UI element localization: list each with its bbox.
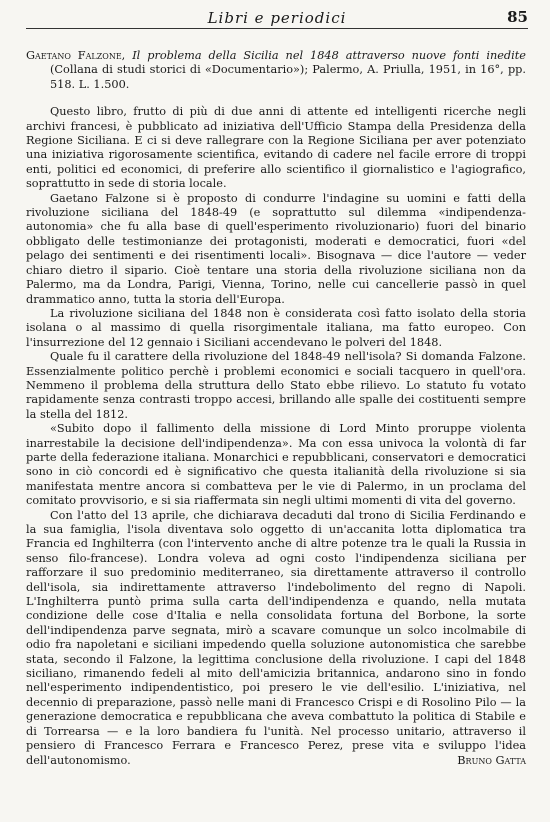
paragraph: Gaetano Falzone si è proposto di condurre l'indagine su uomini e fatti della rivoluzione siciliana del 1848-49 (e soprattutto sul dilemma «indipendenza-autonomia» che fu alla base di quell'esperimento rivoluzionario) fuori del binario obbligato delle testimonianze dei protagonisti, moderati e democratici, fuori «del pelago dei sentimenti e dei risentimenti locali». Bisognava — dice l'autore — veder chiaro dietro il sipario. Cioè tentare una storia della rivoluzione siciliana non da Palermo, ma da Londra, Parigi, Vienna, Torino, nelle cui cancellerie passò in quel drammatico anno, tutta la storia dell'Europa.: [26, 191, 526, 306]
reviewer-signature: Bruno Gatta: [457, 753, 526, 767]
citation-author: Gaetano Falzone,: [26, 49, 126, 62]
review-text: [26, 49, 526, 768]
paragraph: Quale fu il carattere della rivoluzione del 1848-49 nell'isola? Si domanda Falzone. Essenzialmente politico perchè i problemi economici e sociali tacquero in quell'ora. Nemmeno il problema della struttura dello Stato ebbe rilievo. Lo statuto fu votato rapidamente senza contrasti troppo accesi, brillando alle spalle dei costituenti sempre la stella del 1812.: [26, 350, 526, 421]
book-citation: [26, 49, 526, 92]
citation-title: Il problema della Sicilia nel 1848 attraverso nuove fonti inedite: [132, 49, 526, 62]
running-title: Libri e periodici: [207, 9, 347, 27]
paragraph: La rivoluzione siciliana del 1848 non è considerata così fatto isolato della storia isolana o al massimo di quella risorgimentale italiana, ma fatto europeo. Con l'insurrezione del 12 gennaio i Siciliani accendevano le polveri del 1848.: [26, 306, 526, 349]
page-number: 85: [507, 8, 528, 26]
running-head: [26, 6, 528, 29]
citation-details: (Collana di studi storici di «Documentario»); Palermo, A. Priulla, 1951, in 16°, pp. 518. L. 1.500.: [50, 63, 526, 91]
paragraph: Con l'atto del 13 aprile, che dichiarava decaduti dal trono di Sicilia Ferdinando e la sua famiglia, l'isola diventava solo oggetto di un'accanita lotta diplomatica tra Francia ed Inghilterra (con l'intervento anche di altre potenze tra le quali la Russia in senso filo-francese). Londra voleva ad ogni costo l'indipendenza siciliana per rafforzare il suo predominio mediterraneo, sia direttamente attraverso il controllo dell'isola, sia indirettamente attraverso l'indebolimento del regno di Napoli. L'Inghilterra puntò prima sulla carta dell'indipendenza e quando, nella mutata condizione delle cose d'Italia e nella consolidata fortuna del Borbone, la sorte dell'indipendenza parve segnata, mirò a scavare comunque un solco incolmabile di odio fra napoletani e siciliani impedendo quella soluzione autonomistica che sarebbe stata, secondo il Falzone, la legittima conclusione della rivoluzione. I capi del 1848 siciliano, rimanendo fedeli al mito dell'amicizia britannica, andarono sino in fondo nell'esperimento indipendentistico, poi presero le vie dell'esilio. L'iniziativa, nel decennio di preparazione, passò nelle mani di Francesco Crispi e di Rosolino Pilo — la generazione democratica e repubblicana che aveva combattuto la politica di Stabile e di Torrearsa — e la loro bandiera fu l'unità. Nel processo unitario, attraverso il pensiero di Francesco Ferrara e Francesco Perez, prese vita e sviluppo l'idea dell'autonomismo.: [26, 508, 526, 767]
paragraph: Questo libro, frutto di più di due anni di attente ed intelligenti ricerche negli archivi francesi, è pubblicato ad iniziativa dell'Ufficio Stampa della Presidenza della Regione Siciliana. E ci si deve rallegrare con la Regione Siciliana per aver potenziato una iniziativa rigorosamente scientifica, evitando di cadere nel facile errore di troppi enti, politici ed economici, di preferire allo scientifico il giornalistico e l'agiografico, soprattutto in sede di storia locale.: [26, 105, 526, 191]
paragraph: «Subito dopo il fallimento della missione di Lord Minto proruppe violenta inarrestabile la decisione dell'indipendenza». Ma con essa univoca la volontà di far parte della federazione italiana. Monarchici e repubblicani, conservatori e democratici sono in ciò concordi ed è significativo che questa italianità della rivoluzione si sia manifestata mentre ancora si combatteva per le vie di Palermo, in un proclama del comitato provvisorio, e si sia riaffermata sin negli ultimi momenti di vita del governo.: [26, 422, 526, 508]
